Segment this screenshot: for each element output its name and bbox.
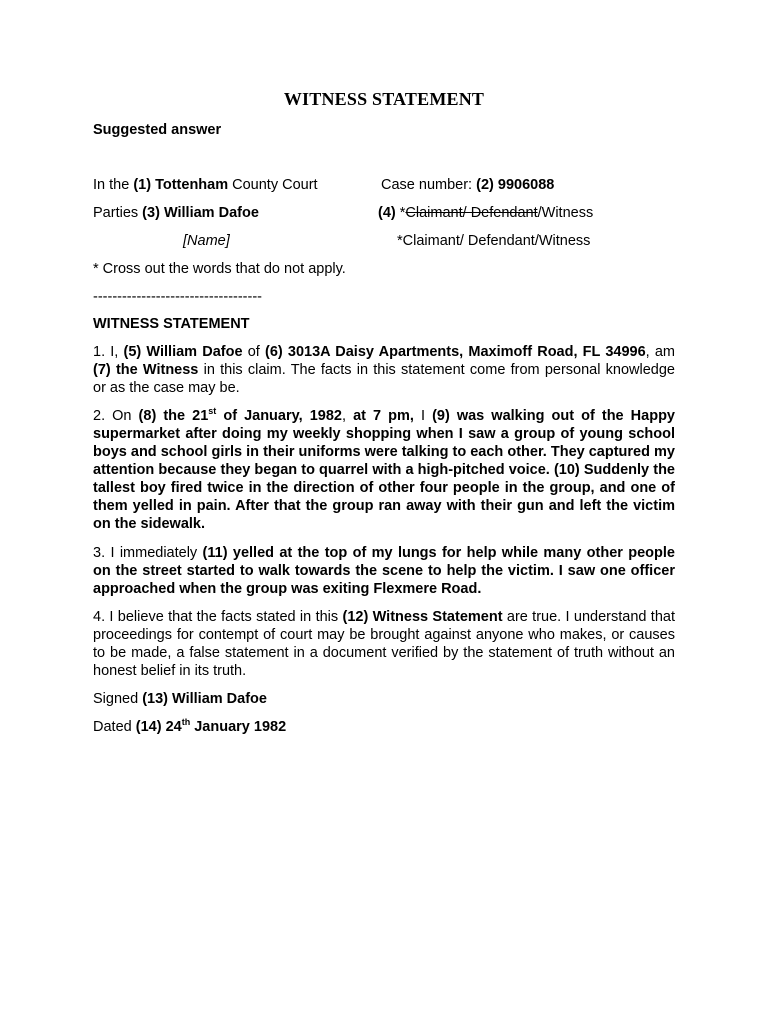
bold-text: at 7 pm, [353,408,414,424]
bold-text: (5) William Dafoe [123,344,243,360]
body-text: I [413,408,433,424]
paragraph-4 [93,608,675,680]
dated-line [93,718,286,736]
bold-text: of January, 1982 [216,408,342,424]
parties-name: William Dafoe [163,205,259,221]
court-prefix: In the [93,177,130,193]
body-text: , [341,408,354,424]
signed-label: Signed [93,691,139,707]
paragraph-1 [93,343,675,397]
bold-text: (6) 3013A Daisy Apartments, Maximoff Road, FL 34996 [265,344,646,360]
signed-name: William Dafoe [172,691,267,707]
role-options: *Claimant/ Defendant/Witness [397,233,591,249]
role-line [378,204,593,222]
subtitle-text: Suggested answer [93,122,222,138]
case-number-index: (2) [476,177,494,193]
dated-label: Dated [93,719,132,735]
case-number-value: 9906088 [497,177,555,193]
dated-number: (14) [135,719,162,735]
body-text: , am [645,344,675,360]
cross-out-note: * Cross out the words that do not apply. [93,261,346,277]
body-text: are true. I understand that proceedings for contempt of court may be brought against anyone who makes, or causes to be made, a false statement in a document verified by the statement of truth without an honest belief in its truth. [93,609,675,679]
signed-number: (13) [142,691,168,707]
divider-line: ----------------------------------- [93,289,263,305]
body-text: 4. I believe that the facts stated in this [93,609,343,625]
paragraph-3 [93,544,675,598]
body-text: 3. I immediately [93,545,203,561]
case-number-label: Case number: [381,177,473,193]
name-placeholder: [Name] [183,233,230,249]
paragraph-2 [93,407,675,533]
signed-line [93,690,267,708]
bold-text: (11) yelled at the top of my lungs for help while many other people on the street started to walk towards the scene to help the victim. I saw one officer approached when the group was exiting Flexmere Road. [93,545,675,597]
bold-text: (7) the Witness [93,362,199,378]
bold-text: (8) the 21 [138,408,209,424]
case-number-line [381,176,554,194]
section-heading [93,315,250,333]
bold-text: (9) was walking out of the Happy supermarket after doing my weekly shopping when I saw a group of young school boys and school girls in their uniforms were talking to each other. They captured my attention because they began to quarrel with a high-pitched voice. (10) Suddenly the tallest boy fired twice in the direction of other four people in the group, and one of them yelled in pain. After that the group ran away with their gun and left the victim on the sidewalk. [93,408,675,532]
body-text: 2. On [93,408,139,424]
body-text: of [242,344,265,360]
role-asterisk: * [399,205,406,221]
body-text: 1. I, [93,344,124,360]
body-text: st [208,406,217,417]
dated-day-suffix: th [181,717,191,728]
parties-line [93,204,259,222]
bold-text: (12) Witness Statement [342,609,503,625]
parties-label: Parties [93,205,139,221]
dated-day: 24 [165,719,182,735]
subtitle [93,121,221,139]
dated-month-year: January 1982 [190,719,287,735]
section-heading-text: WITNESS STATEMENT [93,316,250,332]
parties-number: (3) [142,205,160,221]
document-title: WITNESS STATEMENT [283,89,485,109]
court-line [93,176,318,194]
role-number: (4) [378,205,396,221]
court-suffix: County Court [232,177,318,193]
role-struck-text: Claimant/ Defendant [405,205,538,221]
court-name: Tottenham [155,177,229,193]
body-text: in this claim. The facts in this statement come from personal knowledge or as the case may be. [93,362,675,396]
role-kept-text: /Witness [537,205,594,221]
court-number: (1) [133,177,152,193]
